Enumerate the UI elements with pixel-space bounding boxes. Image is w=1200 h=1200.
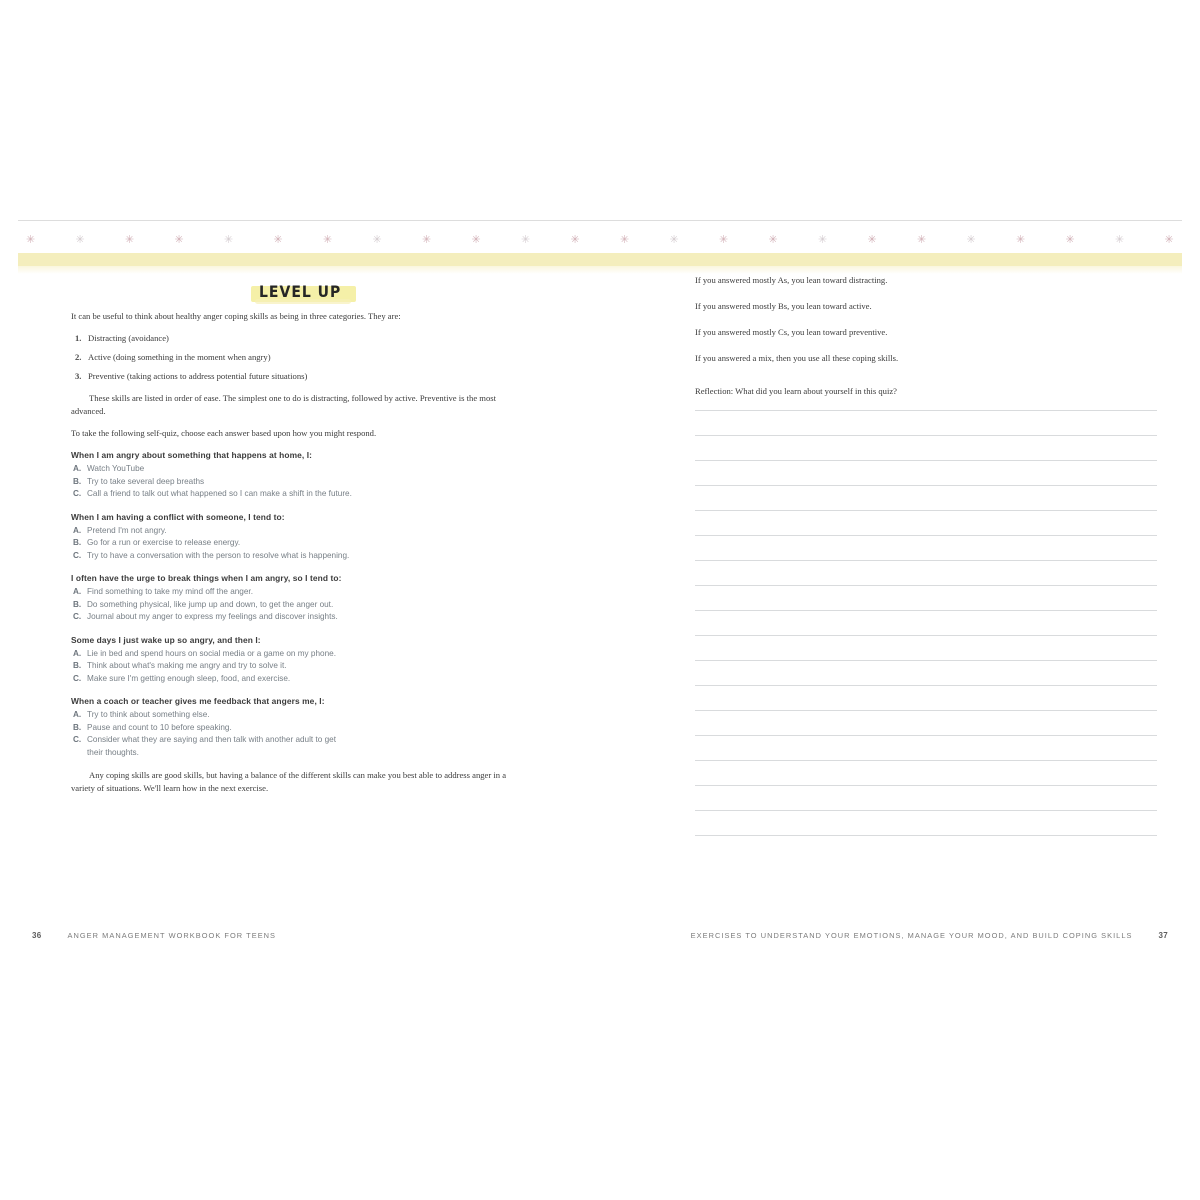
quiz-question: When a coach or teacher gives me feedback that angers me, I:	[71, 696, 325, 706]
writing-lines[interactable]	[695, 410, 1157, 836]
star-icon: ✳	[1115, 232, 1125, 246]
quiz-option-text: Lie in bed and spend hours on social media or a game on my phone.	[87, 648, 336, 658]
quiz-option-letter: C.	[73, 673, 82, 683]
quiz-option-text: Consider what they are saying and then talk with another adult to get	[87, 735, 336, 744]
quiz-option-text: Call a friend to talk out what happened so I can make a shift in the future.	[87, 489, 352, 498]
category-number: 2.	[75, 352, 82, 362]
results-container	[695, 274, 1157, 365]
writing-line[interactable]	[695, 660, 1157, 661]
star-icon: ✳	[26, 232, 36, 246]
quiz-instruction: To take the following self-quiz, choose each answer based upon how you might respond.	[71, 428, 377, 438]
star-icon: ✳	[125, 232, 135, 246]
quiz-option-text: Pause and count to 10 before speaking.	[87, 722, 232, 732]
yellow-band	[18, 253, 1182, 266]
quiz-option-text: Think about what's making me angry and try to solve it.	[87, 661, 287, 670]
quiz-option-letter: B.	[73, 538, 82, 547]
quiz-question: Some days I just wake up so angry, and then I:	[71, 634, 261, 645]
star-icon: ✳	[570, 232, 580, 246]
writing-line[interactable]	[695, 610, 1157, 611]
quiz-option-letter: A.	[73, 710, 82, 719]
page-number-right: 37	[1158, 931, 1168, 940]
quiz-question: I often have the urge to break things when I am angry, so I tend to:	[71, 573, 342, 583]
order-note-paragraph: These skills are listed in order of ease. The simplest one to do is distracting, followed by active. Preventive is the most advanced.	[71, 393, 496, 416]
quiz-option-letter: B.	[73, 599, 82, 609]
level-up-heading	[251, 274, 371, 310]
page-footer	[18, 931, 1182, 945]
running-head-right: EXERCISES TO UNDERSTAND YOUR EMOTIONS, MANAGE YOUR MOOD, AND BUILD COPING SKILLS	[690, 931, 1133, 940]
star-icon: ✳	[1065, 232, 1075, 246]
star-icon: ✳	[75, 232, 85, 246]
quiz-option-letter: A.	[73, 648, 82, 658]
quiz-option-letter: B.	[73, 722, 82, 732]
quiz-option-text: Watch YouTube	[87, 464, 145, 473]
star-icon: ✳	[620, 232, 630, 246]
writing-line[interactable]	[695, 735, 1157, 736]
writing-line[interactable]	[695, 760, 1157, 761]
quiz-option-letter: C.	[73, 612, 82, 621]
quiz-option[interactable]	[71, 599, 521, 612]
quiz-option-text: Journal about my anger to express my feelings and discover insights.	[87, 612, 338, 621]
quiz-option-letter: C.	[73, 550, 82, 560]
quiz-option-text: Try to take several deep breaths	[87, 476, 205, 486]
writing-line[interactable]	[695, 585, 1157, 586]
quiz-option[interactable]	[71, 463, 521, 476]
star-icon: ✳	[174, 232, 184, 246]
quiz-container	[71, 449, 521, 759]
category-text: Distracting (avoidance)	[88, 333, 169, 343]
result-statement: If you answered mostly Bs, you lean toward active.	[695, 301, 872, 311]
star-icon: ✳	[917, 232, 927, 246]
quiz-option-continuation: their thoughts.	[87, 747, 139, 757]
quiz-option-letter: A.	[73, 587, 82, 596]
quiz-option[interactable]	[71, 550, 521, 563]
star-icon: ✳	[224, 232, 234, 246]
left-page-column	[71, 274, 521, 804]
quiz-option[interactable]	[71, 673, 521, 686]
quiz-option[interactable]	[71, 525, 521, 538]
category-item	[71, 370, 521, 383]
writing-line[interactable]	[695, 810, 1157, 811]
running-head-left: ANGER MANAGEMENT WORKBOOK FOR TEENS	[67, 931, 277, 940]
writing-line[interactable]	[695, 435, 1157, 436]
writing-line[interactable]	[695, 835, 1157, 836]
footer-left	[32, 931, 276, 940]
star-icon: ✳	[966, 232, 976, 246]
star-icon: ✳	[719, 232, 729, 246]
page-number-left: 36	[32, 931, 42, 940]
result-statement: If you answered a mix, then you use all these coping skills.	[695, 353, 899, 363]
star-icon: ✳	[1164, 232, 1174, 246]
quiz-option-letter: B.	[73, 661, 82, 670]
result-statement: If you answered mostly As, you lean toward distracting.	[695, 275, 888, 285]
category-number: 1.	[75, 333, 82, 343]
quiz-option[interactable]	[71, 709, 521, 722]
star-icon: ✳	[818, 232, 828, 246]
star-icon: ✳	[867, 232, 877, 246]
yellow-band-fade	[18, 266, 1182, 274]
book-spread	[18, 220, 1182, 965]
quiz-question-block	[71, 449, 521, 501]
quiz-option[interactable]	[71, 586, 521, 599]
star-icon: ✳	[669, 232, 679, 246]
quiz-option-text: Go for a run or exercise to release energy.	[87, 538, 241, 547]
quiz-question-block	[71, 572, 521, 624]
decorative-star-row	[18, 231, 1182, 247]
quiz-option[interactable]	[71, 660, 521, 673]
quiz-option-letter: A.	[73, 464, 82, 473]
result-statement: If you answered mostly Cs, you lean toward preventive.	[695, 327, 888, 337]
category-text: Active (doing something in the moment when angry)	[88, 352, 271, 362]
intro-paragraph: It can be useful to think about healthy anger coping skills as being in three categories. They are:	[71, 311, 401, 321]
star-icon: ✳	[471, 232, 481, 246]
writing-line[interactable]	[695, 460, 1157, 461]
quiz-option-letter: B.	[73, 476, 82, 486]
star-icon: ✳	[521, 232, 531, 246]
writing-line[interactable]	[695, 710, 1157, 711]
quiz-option[interactable]	[71, 734, 521, 759]
right-page-column	[695, 274, 1157, 860]
writing-line[interactable]	[695, 535, 1157, 536]
reflection-prompt: Reflection: What did you learn about yourself in this quiz?	[695, 386, 897, 396]
star-icon: ✳	[422, 232, 432, 246]
quiz-option-text: Find something to take my mind off the anger.	[87, 587, 253, 596]
category-item	[71, 332, 521, 345]
quiz-option-letter: C.	[73, 735, 82, 744]
star-icon: ✳	[372, 232, 382, 246]
writing-line[interactable]	[695, 560, 1157, 561]
quiz-option[interactable]	[71, 488, 521, 501]
category-text: Preventive (taking actions to address potential future situations)	[88, 371, 308, 381]
quiz-option[interactable]	[71, 611, 521, 624]
star-icon: ✳	[768, 232, 778, 246]
quiz-option-text: Pretend I'm not angry.	[87, 525, 167, 535]
quiz-question-block	[71, 511, 521, 563]
category-list	[71, 332, 521, 383]
quiz-option[interactable]	[71, 722, 521, 735]
category-number: 3.	[75, 371, 82, 381]
quiz-option[interactable]	[71, 648, 521, 661]
heading-label: LEVEL UP	[259, 283, 342, 302]
quiz-option-text: Try to think about something else.	[87, 710, 210, 719]
writing-line[interactable]	[695, 510, 1157, 511]
spread-content	[18, 274, 1182, 934]
quiz-option-letter: A.	[73, 525, 82, 535]
quiz-option[interactable]	[71, 476, 521, 489]
writing-line[interactable]	[695, 635, 1157, 636]
footer-right	[691, 931, 1168, 940]
writing-line[interactable]	[695, 685, 1157, 686]
quiz-option-letter: C.	[73, 489, 82, 498]
quiz-option-text: Make sure I'm getting enough sleep, food, and exercise.	[87, 673, 291, 683]
quiz-option-text: Do something physical, like jump up and down, to get the anger out.	[87, 599, 334, 609]
writing-line[interactable]	[695, 485, 1157, 486]
star-icon: ✳	[323, 232, 333, 246]
quiz-question: When I am angry about something that happens at home, I:	[71, 450, 313, 460]
quiz-question-block	[71, 634, 521, 686]
quiz-option-text: Try to have a conversation with the person to resolve what is happening.	[87, 550, 350, 560]
closing-paragraph: Any coping skills are good skills, but having a balance of the different skills can make you best able to address anger in a variety of situations. We'll learn how in the next exercise.	[71, 770, 507, 793]
category-item	[71, 351, 521, 364]
quiz-question: When I am having a conflict with someone, I tend to:	[71, 511, 285, 522]
quiz-question-block	[71, 695, 521, 759]
writing-line[interactable]	[695, 410, 1157, 411]
writing-line[interactable]	[695, 785, 1157, 786]
star-icon: ✳	[273, 232, 283, 246]
quiz-option[interactable]	[71, 537, 521, 550]
star-icon: ✳	[1016, 232, 1026, 246]
